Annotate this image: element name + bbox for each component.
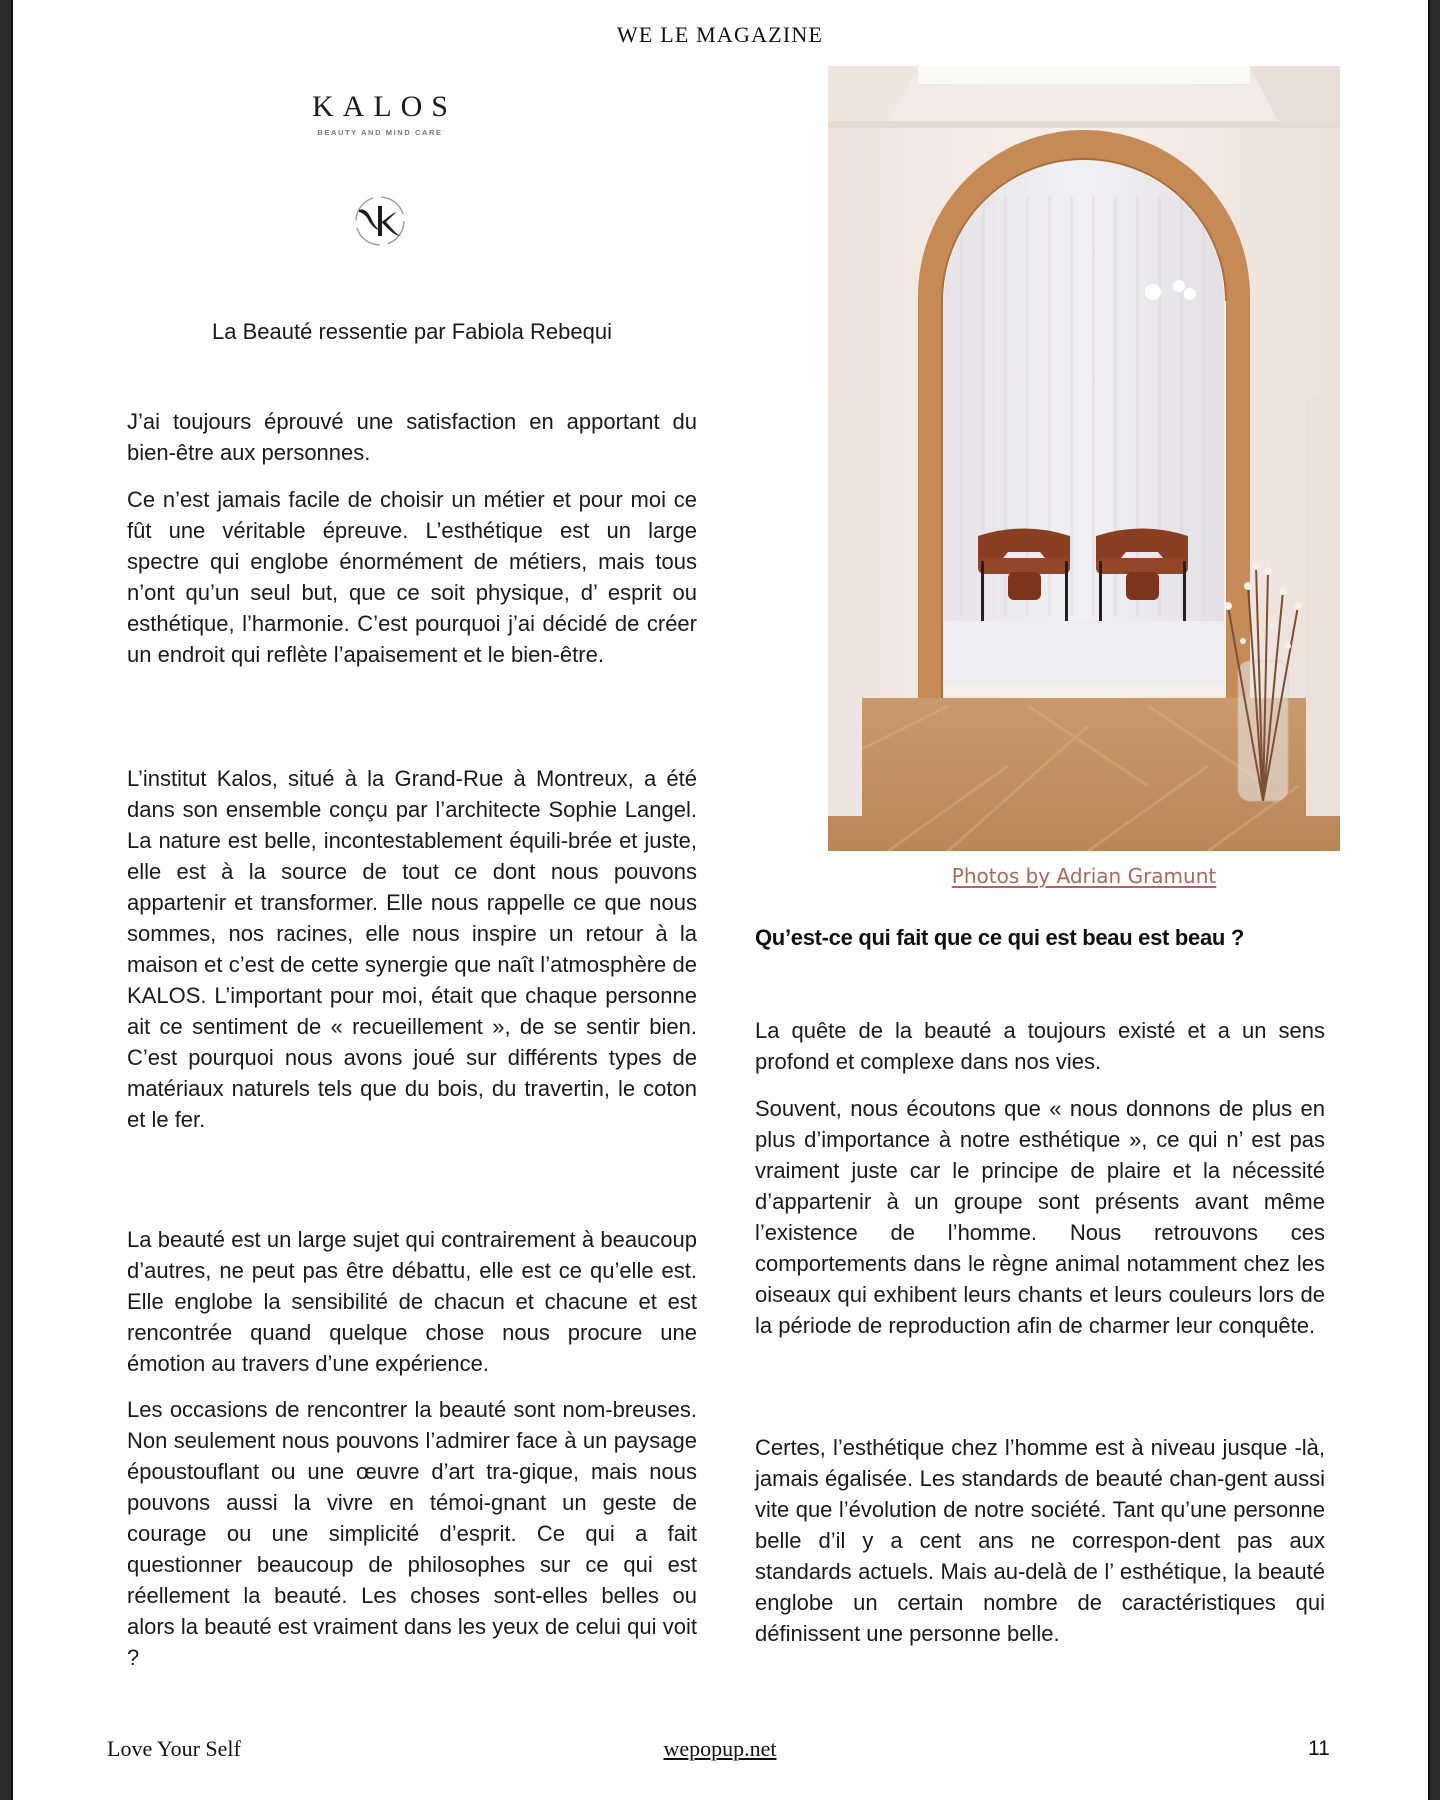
kalos-logo (290, 90, 470, 137)
salon-archway-photo (828, 66, 1340, 851)
photo-illustration (828, 66, 1340, 851)
page-number: 11 (1308, 1737, 1330, 1760)
paragraph: J’ai toujours éprouvé une satisfaction en apportant du bien-être aux personnes. (127, 409, 697, 465)
footer-slogan: Love Your Self (107, 1736, 241, 1761)
paragraph: Souvent, nous écoutons que « nous donnons de plus en plus d’importance à notre esthétique », ce qui n’ est pas vraiment juste car le principe de plaire et la nécessité d’appartenir à un groupe sont présents avant même l’existence de l’homme. Nous retrouvons ces comportements dans le règne animal notamment chez les oiseaux qui exhibent leurs chants et leurs couleurs lors de la période de reproduction afin de charmer leur conquête. (755, 1096, 1325, 1338)
paragraph: Ce n’est jamais facile de choisir un métier et pour moi ce fût une véritable épreuve. L’esthétique est un large spectre qui englobe énormément de métiers, mais tous n’ont qu’un seul but, que ce soit physique, d’ esprit ou esthétique, l’harmonie. C’est pourquoi j’ai décidé de créer un endroit qui reflète l’apaisement et le bien-être. (127, 487, 697, 667)
photo-credit-link[interactable]: Photos by Adrian Gramunt (951, 864, 1217, 888)
viewer-left-edge (0, 0, 13, 1800)
footer-website-link[interactable]: wepopup.net (663, 1736, 777, 1761)
paragraph: L’institut Kalos, situé à la Grand-Rue à Montreux, a été dans son ensemble conçu par l’architecte Sophie Langel. La nature est belle, incontestablement équili-brée et juste, elle est à la source de tout ce dont nous pouvons appartenir et transformer. Elle nous rappelle ce que nous sommes, nos racines, elle nous inspire un retour à la maison et c’est de cette synergie que naît l’atmosphère de KALOS. L’important pour moi, était que chaque personne ait ce sentiment de « recueillement », de se sentir bien. C’est pourquoi nous avons joué sur différents types de matériaux naturels tels que du bois, du travertin, le coton et le fer. (127, 766, 697, 1132)
paragraph: La quête de la beauté a toujours existé et a un sens profond et complexe dans nos vies. (755, 1018, 1325, 1074)
section-heading: Qu’est-ce qui fait que ce qui est beau est beau ? (755, 925, 1244, 950)
magazine-header: WE LE MAGAZINE (616, 22, 824, 47)
kalos-logo-tagline: BEAUTY AND MIND CARE (317, 128, 443, 137)
article-title: La Beauté ressentie par Fabiola Rebequi (212, 319, 612, 344)
paragraph: Certes, l’esthétique chez l’homme est à niveau jusque -là, jamais égalisée. Les standards de beauté chan-gent aussi vite que l’évolution de notre société. Tant qu’une personne belle d’il y a cent ans ne correspon-dent pas aux standards actuels. Mais au-delà de l’ esthétique, la beauté englobe un certain nombre de caractéristiques qui définissent une personne belle. (755, 1435, 1325, 1646)
mk-monogram-logo (350, 192, 410, 250)
viewer-right-edge (1428, 0, 1440, 1800)
kalos-logo-wordmark: KALOS (311, 90, 457, 123)
paragraph: Les occasions de rencontrer la beauté sont nom-breuses. Non seulement nous pouvons l’admirer face à un paysage époustouflant ou une œuvre d’art tra-gique, mais nous pouvons aussi la vivre en témoi-gnant un geste de courage ou une simplicité d’esprit. Ce qui a fait questionner beaucoup de philosophes sur ce qui est réellement la beauté. Les choses sont-elles belles ou alors la beauté est vraiment dans les yeux de celui qui voit ? (127, 1397, 697, 1670)
paragraph: La beauté est un large sujet qui contrairement à beaucoup d’autres, ne peut pas être débattu, elle est ce qu’elle est. Elle englobe la sensibilité de chacun et chacune et est rencontrée quand quelque chose nous procure une émotion au travers d’une expérience. (127, 1227, 697, 1376)
